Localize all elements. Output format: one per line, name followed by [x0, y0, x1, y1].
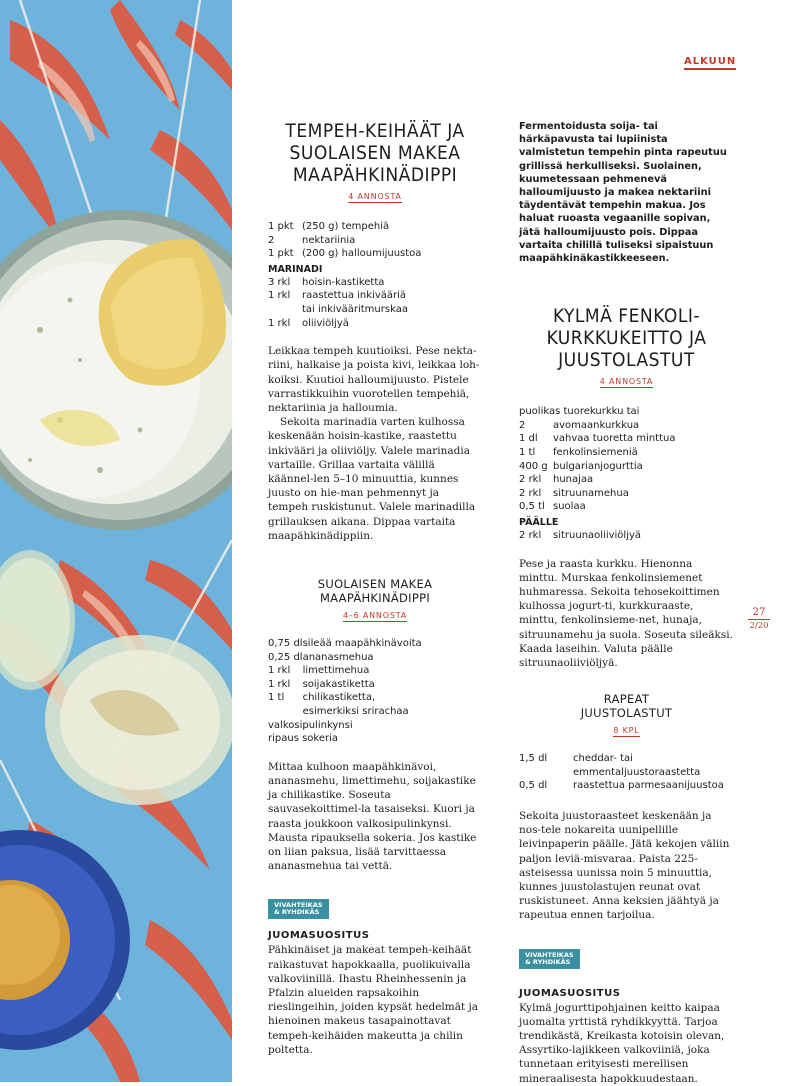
ingredient-row: 1 rkl soijakastiketta — [268, 678, 375, 690]
column-right — [519, 120, 734, 1086]
soup-title: KYLMÄ FENKOLI- KURKKUKEITTO JA JUUSTOLASTUT — [546, 305, 707, 372]
ingredient-row: tai inkivääritmurskaa — [302, 303, 408, 315]
chips-ingredients — [519, 752, 734, 793]
recipe1-servings: 4 ANNOSTA — [348, 192, 402, 201]
intro-text: Fermentoidusta soija- tai härkäpavusta tai lupiinista valmistetun tempehin pinta rapeutuu grillissä herkulliseksi. Suolainen, kuumetessaan pehmenevä halloumijuusto ja makea nektariini täydentävät tempehin makua. Jos haluat ruoasta vegaanille sopivan, jätä halloumijuusto pois. Dippaa vartaita chilillä tuliseksi sipaistuun maapähkinäkastikkeeseen. — [519, 121, 727, 265]
dip-extra-2: ripaus sokeria — [268, 733, 339, 745]
food-photo — [0, 0, 232, 1082]
ingredient-row: 1 rkl limettimehua — [268, 665, 370, 677]
ingredient-row: 1 pkt (200 g) halloumijuustoa — [268, 248, 422, 260]
dip-ingredients — [268, 637, 482, 746]
ingredient-row: 2 rkl hunajaa — [519, 474, 594, 486]
recipe1-title: TEMPEH-KEIHÄÄT JA SUOLAISEN MAKEA MAAPÄHKINÄDIPPI — [285, 120, 465, 186]
soup-servings: 4 ANNOSTA — [599, 377, 654, 387]
recipe1-method: Leikkaa tempeh kuutioiksi. Pese nekta-riini, halkaise ja poista kivi, leikkaa loh-koiksi. Kuutioi halloumijuusto. Pistele varrastikkuihin vuorotellen tempehiä, nektariinia ja halloumia. Sekoita marinadia varten kulhossa keskenään hoisin-kastike, raastettu inkivääri ja oliiviöljy. Valele marinadia vartaille. Grillaa vartaita välillä käännel-len 5–10 minuuttia, kunnes juusto on hie-man pehmennyt ja tempeh ruskistunut. Valele marinadilla grillauksen aikana. Dippaa vartaita maapähkinädippiin. — [268, 345, 480, 542]
topping-ingredients — [519, 529, 734, 543]
chips-servings: 8 KPL — [613, 726, 640, 736]
page-number: 27 2/20 — [749, 607, 769, 631]
drink2-title: JUOMASUOSITUS — [519, 987, 621, 999]
ingredient-row: 3 rkl hoisin-kastiketta — [268, 276, 385, 288]
recipe1-ingredients — [268, 220, 482, 261]
soup-ingredients: puolikas tuorekurkku tai 2 avomaankurkkua 1 dl vahvaa tuoretta minttua 1 tl fenkolinsiemeniä 400 g bulgarianjogurttia 2 rkl hunajaa 2 rkl sitruunamehua 0,5 tl suolaa — [519, 406, 676, 513]
ingredient-row: 2 avomaankurkkua — [519, 419, 640, 431]
ingredient-row: 0,5 dl raastettua parmesaanijuustoa — [519, 780, 724, 792]
ingredient-row: emmentaljuustoraastetta — [573, 766, 701, 778]
ingredient-row: 0,5 tl suolaa — [519, 501, 586, 513]
dip-title: SUOLAISEN MAKEA MAAPÄHKINÄDIPPI — [317, 577, 433, 605]
marinade-label: MARINADI — [268, 263, 323, 275]
drink1-text: Pähkinäiset ja makeat tempeh-keihäät raikastuvat hapokkaalla, puolikuivalla valkoviinillä. Ihastu Rheinhessenin ja Pfalzin alueiden rapsakoihin rieslingeihin, joiden kypsät hedelmät ja hienoinen makeus tasapainottavat tempeh-keihäiden makeutta ja chilin poltetta. — [268, 944, 479, 1056]
drink1-badge: VIVAHTEIKAS & RYHDIKÄS — [268, 899, 482, 919]
chips-method: Sekoita juustoraasteet keskenään ja nos-tele nokareita uunipellille leivinpaperin päälle. Jätä kekojen väliin paljon leviä-misvaraa. Paista 225-asteisessa uunissa noin 5 minuuttia, kunnes juustolastujen reunat ovat ruskistuneet. Anna keksien jäähtyä ja rapeutua ennen tarjoilua. — [519, 809, 730, 922]
drink2-text: Kylmä jogurttipohjainen keitto kaipaa juomalta yrttistä ryhdikkyyttä. Tarjoa trendikästä, Kreikasta kotoisin olevan, Assyrtiko-lajikkeen valkoviiniä, joka tunnetaan erityisesti merellisen mineraalisesta hapokkuudestaan. — [519, 1001, 725, 1085]
dip-servings: 4–6 ANNOSTA — [342, 611, 408, 620]
section-tag: ALKUUN — [684, 56, 736, 70]
topping-label: PÄÄLLE — [519, 516, 559, 528]
ingredient-row: 2 rkl sitruunamehua — [519, 487, 629, 499]
ingredient-row: 1 tl fenkolinsiemeniä — [519, 447, 638, 459]
ingredient-row: 1 pkt (250 g) tempehiä — [268, 221, 390, 232]
ingredient-row: 1 dl vahvaa tuoretta minttua — [519, 433, 676, 445]
dip-method: Mittaa kulhoon maapähkinävoi, ananasmehu, limettimehu, soijakastike ja chilikastike. Soseuta sauvasekoittimel-la tasaiseksi. Kuori ja raasta joukkoon valkosipulinkynsi. Mausta ripauksella sokeria. Jos kastike on liian paksua, lisää tarvittaessa ananasmehua tai vettä. — [268, 760, 477, 873]
column-left — [268, 120, 482, 1057]
ingredient-row: 2 nektariinia — [268, 234, 356, 246]
ingredient-row: 0,75 dl sileää maapähkinävoita — [268, 638, 422, 649]
drink2-badge: VIVAHTEIKAS & RYHDIKÄS — [519, 949, 734, 969]
ingredient-row: 2 rkl sitruunaoliiviöljyä — [519, 529, 642, 541]
marinade-ingredients — [268, 276, 482, 330]
ingredient-row: 1,5 dl cheddar- tai — [519, 753, 633, 765]
ingredient-row: esimerkiksi srirachaa — [302, 705, 409, 717]
ingredient-row: 1 rkl oliiviöljyä — [268, 317, 349, 329]
dip-extra-1: valkosipulinkynsi — [268, 719, 353, 731]
drink1-title: JUOMASUOSITUS — [268, 930, 370, 942]
ingredient-row: 1 rkl raastettua inkivääriä — [268, 290, 407, 302]
chips-title: RAPEAT JUUSTOLASTUT — [580, 692, 673, 721]
ingredient-row: 400 g bulgarianjogurttia — [519, 460, 643, 472]
ingredient-row: 0,25 dl ananasmehua — [268, 651, 374, 663]
soup-method: Pese ja raasta kurkku. Hienonna minttu. Murskaa fenkolinsiemenet huhmaressa. Sekoita tehosekoittimen kulhossa jogurt-ti, kurkkuraaste, minttu, fenkolinsieme-net, hunaja, sitruunamehu ja suola. Soseuta sileäksi. Kaada laseihin. Valuta päälle sitruunaoliiviöljyä. — [519, 557, 733, 669]
ingredient-row: 1 tl chilikastiketta, — [268, 692, 376, 704]
